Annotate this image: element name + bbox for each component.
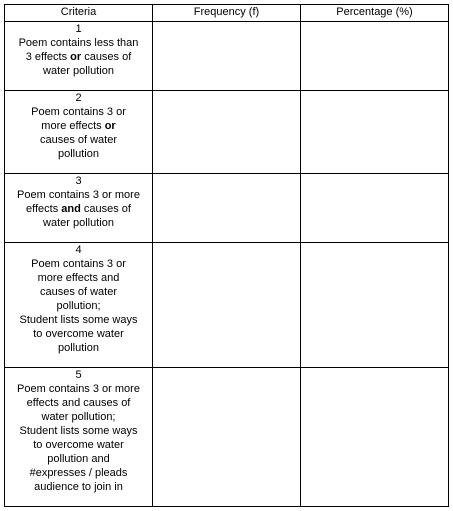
criteria-text xyxy=(5,243,152,355)
criteria-emphasis: and xyxy=(61,203,81,215)
frequency-cell[interactable] xyxy=(153,243,301,368)
criteria-line-text: causes of xyxy=(81,51,132,63)
percentage-cell[interactable] xyxy=(301,174,449,243)
criteria-line-text: more effects xyxy=(41,120,105,132)
criteria-line xyxy=(5,64,152,78)
criteria-number: 4 xyxy=(75,244,82,256)
percentage-cell[interactable] xyxy=(301,243,449,368)
frequency-cell[interactable] xyxy=(153,22,301,91)
criteria-line xyxy=(5,257,152,271)
criteria-line-text: audience to join in xyxy=(34,481,123,493)
criteria-line xyxy=(5,133,152,147)
percentage-header: Percentage (%) xyxy=(301,5,449,22)
criteria-line-text: effects xyxy=(26,203,62,215)
frequency-cell[interactable] xyxy=(153,91,301,174)
criteria-line xyxy=(5,36,152,50)
criteria-line-text: Poem contains 3 or more xyxy=(17,189,140,201)
criteria-line xyxy=(5,410,152,424)
criteria-line xyxy=(5,188,152,202)
criteria-line-text: Student lists some ways xyxy=(19,314,138,326)
percentage-cell[interactable] xyxy=(301,22,449,91)
table-row xyxy=(5,22,449,91)
criteria-line-text: water pollution xyxy=(43,217,114,229)
criteria-cell xyxy=(5,174,153,243)
criteria-line xyxy=(5,119,152,133)
percentage-cell[interactable] xyxy=(301,368,449,507)
criteria-line-text: #expresses / pleads xyxy=(29,467,128,479)
table-row xyxy=(5,368,449,507)
criteria-line-text: pollution xyxy=(58,342,99,354)
criteria-text xyxy=(5,368,152,494)
criteria-line xyxy=(5,271,152,285)
criteria-line-text: effects and causes of xyxy=(26,397,131,409)
criteria-line xyxy=(5,341,152,355)
criteria-line-text: causes of water xyxy=(39,134,118,146)
criteria-line xyxy=(5,396,152,410)
criteria-line xyxy=(5,105,152,119)
criteria-line-text: pollution; xyxy=(56,300,101,312)
criteria-text xyxy=(5,91,152,161)
criteria-table xyxy=(4,4,449,507)
criteria-cell xyxy=(5,22,153,91)
criteria-number: 5 xyxy=(75,369,82,381)
criteria-line xyxy=(5,299,152,313)
criteria-line-text: Poem contains less than xyxy=(18,37,139,49)
criteria-line xyxy=(5,480,152,494)
criteria-line-text: causes of water xyxy=(39,286,118,298)
criteria-line xyxy=(5,202,152,216)
criteria-emphasis: or xyxy=(104,120,116,132)
criteria-line-text: to overcome water xyxy=(33,328,124,340)
frequency-cell[interactable] xyxy=(153,368,301,507)
criteria-emphasis: or xyxy=(70,51,82,63)
criteria-cell xyxy=(5,368,153,507)
criteria-line-text: to overcome water xyxy=(33,439,124,451)
table-row xyxy=(5,91,449,174)
criteria-line-text: water pollution; xyxy=(41,411,116,423)
percentage-cell[interactable] xyxy=(301,91,449,174)
criteria-line-text: water pollution xyxy=(43,65,114,77)
criteria-line xyxy=(5,216,152,230)
criteria-line-text: more effects and xyxy=(37,272,120,284)
criteria-line xyxy=(5,50,152,64)
criteria-number: 2 xyxy=(75,92,82,104)
criteria-line xyxy=(5,466,152,480)
table-row xyxy=(5,174,449,243)
criteria-line xyxy=(5,147,152,161)
criteria-line xyxy=(5,382,152,396)
criteria-line xyxy=(5,438,152,452)
criteria-header: Criteria xyxy=(5,5,153,22)
criteria-text xyxy=(5,174,152,230)
criteria-number: 3 xyxy=(75,175,82,187)
criteria-cell xyxy=(5,91,153,174)
criteria-line-text: pollution xyxy=(58,148,99,160)
frequency-cell[interactable] xyxy=(153,174,301,243)
header-row xyxy=(5,5,449,22)
criteria-line-text: 3 effects xyxy=(25,51,71,63)
criteria-line-text: Poem contains 3 or xyxy=(31,258,126,270)
criteria-line-text: Poem contains 3 or xyxy=(31,106,126,118)
criteria-number: 1 xyxy=(75,23,82,35)
criteria-line-text: pollution and xyxy=(47,453,110,465)
criteria-line xyxy=(5,424,152,438)
criteria-cell xyxy=(5,243,153,368)
criteria-text xyxy=(5,22,152,78)
frequency-header: Frequency (f) xyxy=(153,5,301,22)
table-row xyxy=(5,243,449,368)
criteria-line xyxy=(5,452,152,466)
criteria-line xyxy=(5,327,152,341)
table-body xyxy=(5,22,449,507)
criteria-line xyxy=(5,313,152,327)
criteria-line-text: Poem contains 3 or more xyxy=(17,383,140,395)
criteria-line-text: Student lists some ways xyxy=(19,425,138,437)
criteria-line-text: causes of xyxy=(80,203,131,215)
criteria-line xyxy=(5,285,152,299)
